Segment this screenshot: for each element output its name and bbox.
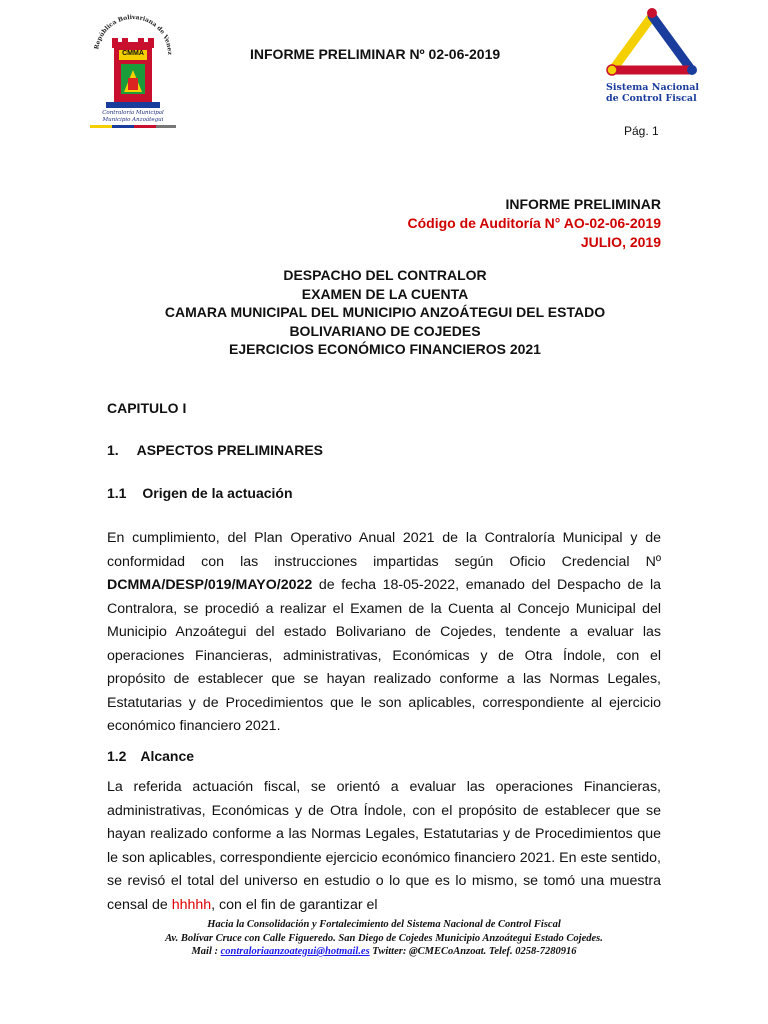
subject-line-3: CAMARA MUNICIPAL DEL MUNICIPIO ANZOÁTEGUI DEL ESTADO bbox=[164, 304, 606, 320]
subject-line-4: BOLIVARIANO DE COJEDES bbox=[289, 322, 481, 339]
report-subject-block bbox=[100, 266, 670, 359]
section-1-2-heading bbox=[107, 748, 194, 764]
footer-motto: Hacia la Consolidación y Fortalecimiento del Sistema Nacional de Control Fiscal bbox=[207, 919, 561, 930]
page-number: Pág. 1 bbox=[624, 124, 659, 138]
footer-address: Av. Bolívar Cruce con Calle Figueredo. San Diego de Cojedes Municipio Anzoátegui Estado Cojedes. bbox=[165, 932, 603, 944]
svg-text:República Bolivariana de Venez: República Bolivariana de Venez bbox=[93, 13, 174, 55]
paragraph-alcance-text-2: , con el fin de garantizar el bbox=[211, 896, 378, 913]
report-date: JULIO, 2019 bbox=[580, 234, 661, 250]
report-title: INFORME PRELIMINAR bbox=[505, 196, 661, 212]
footer-email-link[interactable]: contraloriaanzoategui@hotmail.es bbox=[220, 946, 370, 957]
sistema-nacional-control-fiscal-logo bbox=[604, 6, 700, 110]
document-header-title: INFORME PRELIMINAR Nº 02-06-2019 bbox=[250, 46, 501, 62]
section-1-2-number: 1.2 bbox=[107, 748, 127, 764]
paragraph-origen bbox=[107, 527, 661, 739]
section-1-1-heading bbox=[107, 485, 293, 501]
footer-mail-label: Mail : bbox=[191, 946, 221, 957]
page-footer bbox=[60, 918, 708, 959]
contraloria-municipal-logo bbox=[88, 12, 178, 130]
audit-code: Código de Auditoría N° AO-02-06-2019 bbox=[407, 215, 661, 231]
subject-line-2: EXAMEN DE LA CUENTA bbox=[301, 285, 469, 302]
logo-badge: CMMA bbox=[122, 50, 144, 57]
footer-twitter-phone: Twitter: @CMECoAnzoat. Telef. 0258-7280916 bbox=[369, 946, 577, 957]
paragraph-alcance bbox=[107, 776, 661, 917]
placeholder-red-text: hhhhh bbox=[171, 896, 212, 913]
chapter-heading: CAPITULO I bbox=[107, 400, 187, 416]
subject-line-5: EJERCICIOS ECONÓMICO FINANCIEROS 2021 bbox=[229, 341, 541, 357]
logo-right-caption bbox=[606, 82, 700, 104]
paragraph-origen-text-2: de fecha 18-05-2022, emanado del Despacho de la Contralora, se procedió a realizar el Examen de la Cuenta al Concejo Municipal del Municipio Anzoátegui del estado Bolivariano de Cojedes, tendente a evaluar las operaciones Financieras, administrativas, Económicas y de Otra Índole, con el propósito de establecer que se hayan realizado conforme a las Normas Legales, Estatutarias y de Procedimientos que le son aplicables, correspondiente al ejercicio económico financiero 2021. bbox=[107, 577, 661, 734]
subject-line-1: DESPACHO DEL CONTRALOR bbox=[283, 267, 487, 283]
section-1-heading bbox=[107, 442, 323, 458]
section-1-1-number: 1.1 bbox=[107, 485, 127, 501]
paragraph-alcance-text-1: La referida actuación fiscal, se orientó a evaluar las operaciones Financieras, administrativas, Económicas y de Otra Índole, con el propósito de establecer que se hayan realizado conforme a las Normas Legales, Estatutarias y de Procedimientos que le son aplicables, correspondiente ejercicio económico financiero 2021. En este sentido, se revisó el total del universo en estudio o lo que es lo mismo, se tomó una muestra censal de bbox=[107, 779, 661, 913]
paragraph-origen-text-1: En cumplimiento, del Plan Operativo Anual 2021 de la Contraloría Municipal y de conformidad con las instrucciones impartidas según Oficio Credencial Nº bbox=[107, 530, 661, 570]
oficio-credencial-code: DCMMA/DESP/019/MAYO/2022 bbox=[107, 577, 313, 593]
section-1-title: ASPECTOS PRELIMINARES bbox=[136, 442, 324, 458]
footer-contact bbox=[60, 945, 708, 959]
logo-right-line2: de Control Fiscal bbox=[606, 93, 697, 104]
report-block bbox=[408, 195, 662, 252]
logo-right-line1: Sistema Nacional bbox=[606, 82, 700, 93]
section-1-2-title: Alcance bbox=[140, 748, 195, 764]
logo-left-caption: Contraloría Municipal Municipio Anzoátegui bbox=[102, 110, 164, 123]
section-1-number: 1. bbox=[107, 442, 119, 458]
section-1-1-title: Origen de la actuación bbox=[142, 485, 293, 501]
